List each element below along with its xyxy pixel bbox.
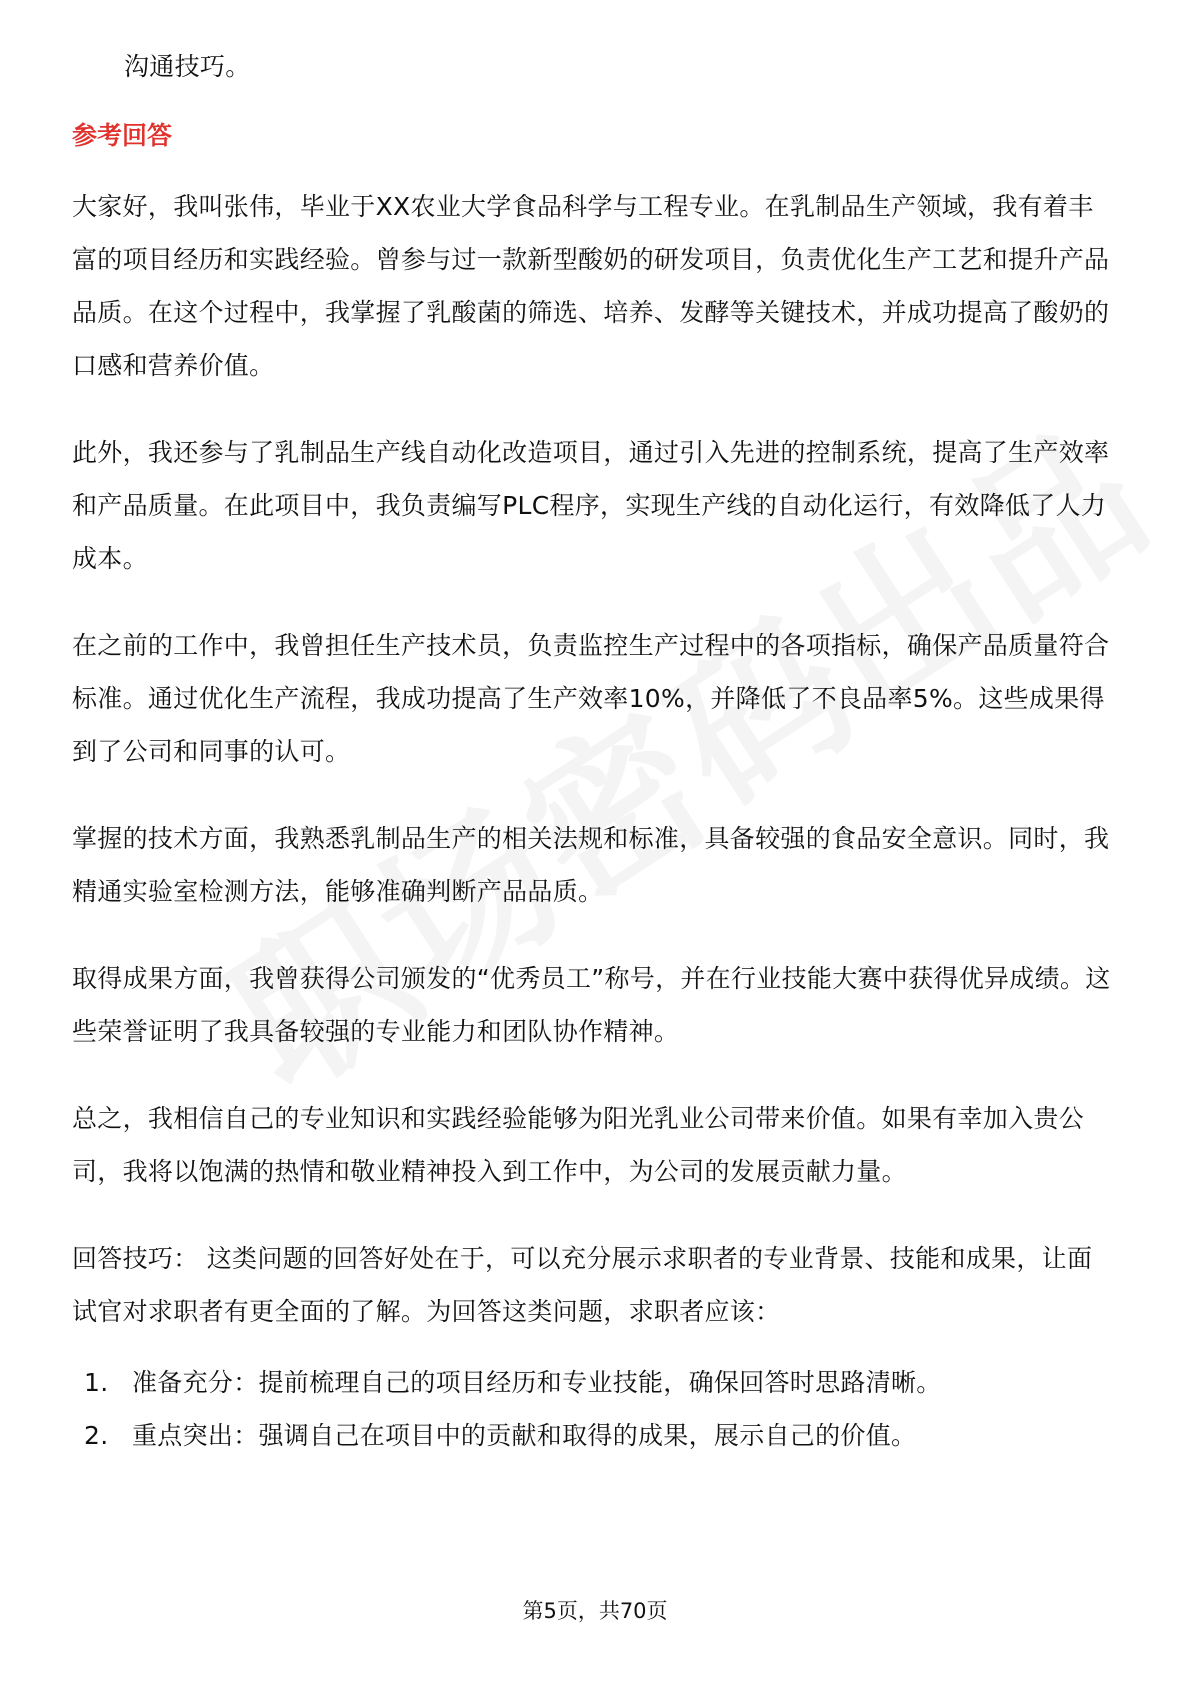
answer-paragraph-1: 大家好，我叫张伟，毕业于XX农业大学食品科学与工程专业。在乳制品生产领域，我有着丰富的项目经历和实践经验。曾参与过一款新型酸奶的研发项目，负责优化生产工艺和提升产品品质。在这个过程中，我掌握了乳酸菌的筛选、培养、发酵等关键技术，并成功提高了酸奶的口感和营养价值。 [72, 192, 1110, 380]
tips-list-item [72, 1409, 1112, 1462]
answer-paragraph-4: 掌握的技术方面，我熟悉乳制品生产的相关法规和标准，具备较强的食品安全意识。同时，我精通实验室检测方法，能够准确判断产品品质。 [72, 824, 1110, 906]
section-title: 参考回答 [72, 121, 173, 150]
page-footer: 第5页，共70页 [522, 1599, 668, 1623]
tips-item-number: 1. [84, 1368, 109, 1397]
intro-tail-text: 沟通技巧。 [124, 52, 251, 81]
tips-list-item [72, 1356, 1112, 1409]
tips-item-text: 准备充分：提前梳理自己的项目经历和专业技能，确保回答时思路清晰。 [132, 1368, 942, 1397]
answer-paragraph-5: 取得成果方面，我曾获得公司颁发的“优秀员工”称号，并在行业技能大赛中获得优异成绩。这些荣誉证明了我具备较强的专业能力和团队协作精神。 [72, 964, 1111, 1046]
tips-list [72, 1356, 1112, 1462]
answer-paragraph-2: 此外，我还参与了乳制品生产线自动化改造项目，通过引入先进的控制系统，提高了生产效率和产品质量。在此项目中，我负责编写PLC程序，实现生产线的自动化运行，有效降低了人力成本。 [72, 438, 1110, 573]
tips-intro: 回答技巧： 这类问题的回答好处在于，可以充分展示求职者的专业背景、技能和成果，让面试官对求职者有更全面的了解。为回答这类问题，求职者应该： [72, 1244, 1093, 1326]
tips-item-number: 2. [84, 1421, 109, 1450]
page-content [72, 40, 1112, 1462]
tips-item-text: 重点突出：强调自己在项目中的贡献和取得的成果，展示自己的价值。 [132, 1421, 917, 1450]
answer-paragraph-3: 在之前的工作中，我曾担任生产技术员，负责监控生产过程中的各项指标，确保产品质量符合标准。通过优化生产流程，我成功提高了生产效率10%，并降低了不良品率5%。这些成果得到了公司和同事的认可。 [72, 631, 1110, 766]
answer-paragraph-6: 总之，我相信自己的专业知识和实践经验能够为阳光乳业公司带来价值。如果有幸加入贵公司，我将以饱满的热情和敬业精神投入到工作中，为公司的发展贡献力量。 [72, 1104, 1085, 1186]
